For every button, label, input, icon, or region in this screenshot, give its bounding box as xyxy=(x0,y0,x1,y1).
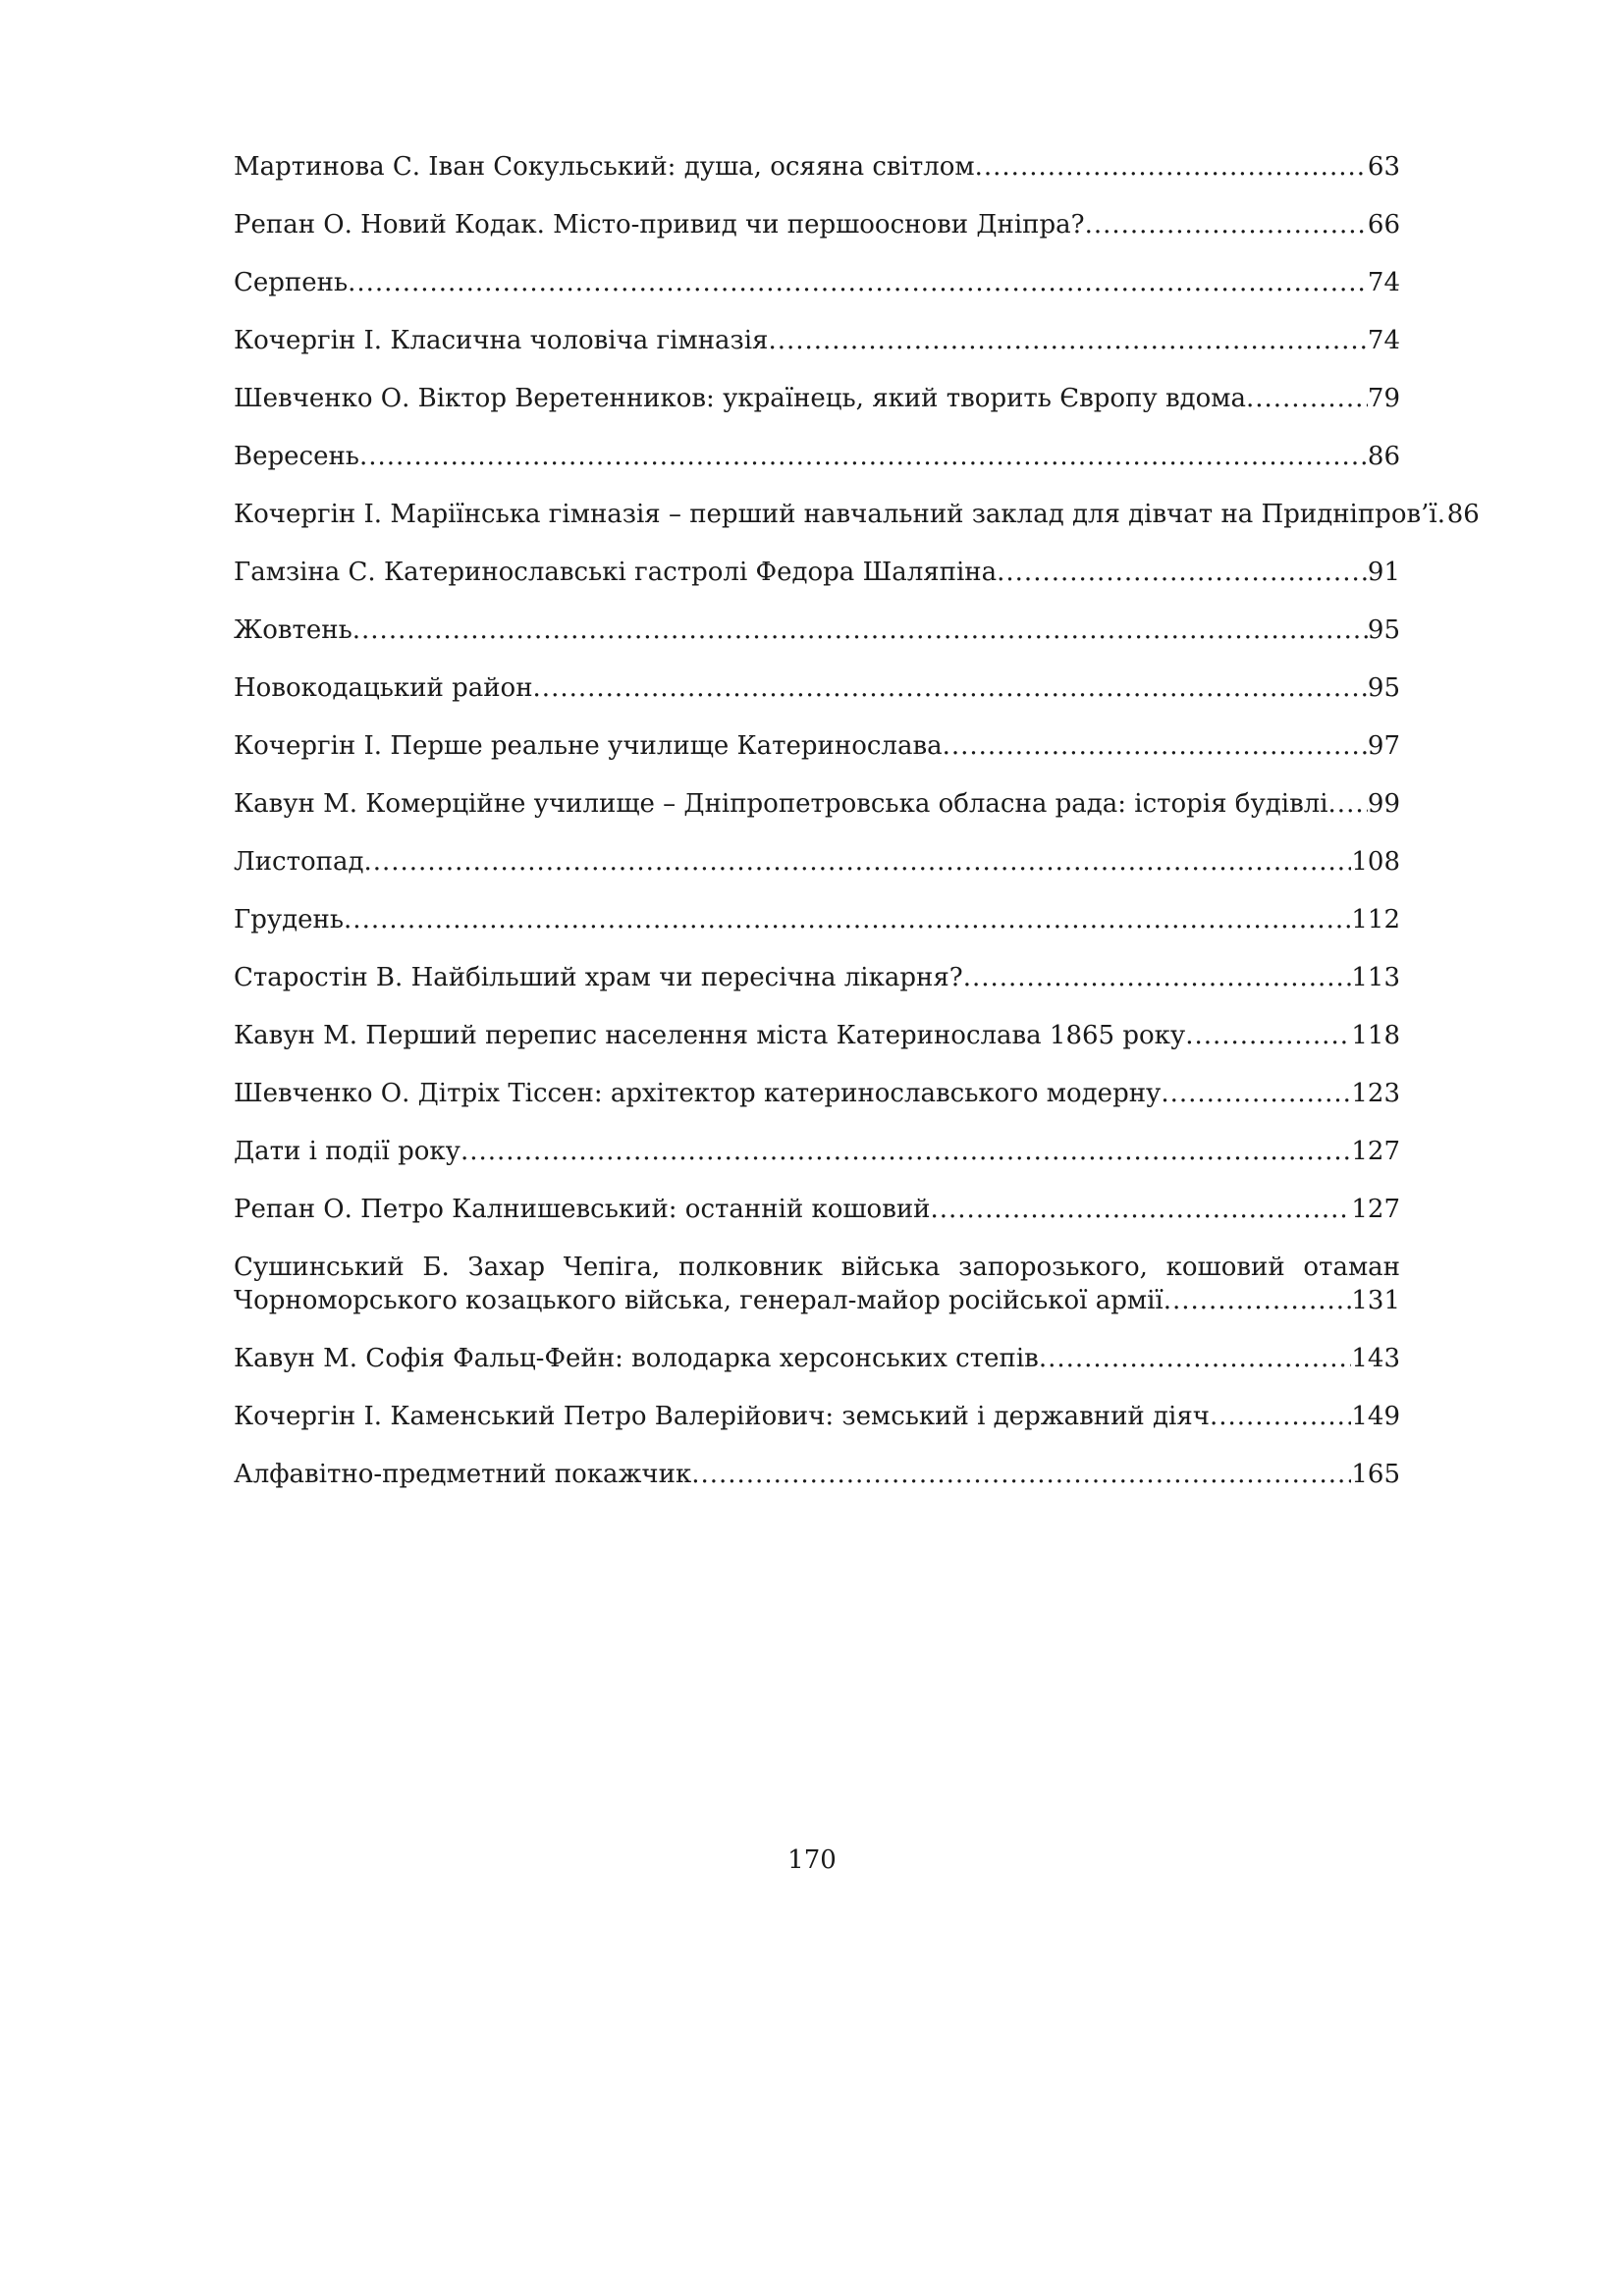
toc-entry-page: 108 xyxy=(1351,847,1400,877)
toc-entry-title: Кавун М. Перший перепис населення міста Катеринослава 1865 року xyxy=(234,1021,1186,1050)
toc-entry-page: 79 xyxy=(1367,384,1400,413)
toc-entry-page: 66 xyxy=(1367,210,1400,240)
toc-entry-title: Кочергін І. Каменський Петро Валерійович: земський і державний діяч xyxy=(234,1402,1210,1431)
toc-entry-title: Шевченко О. Віктор Веретенников: українець, який творить Європу вдома xyxy=(234,384,1246,413)
toc-entry[interactable] xyxy=(234,614,1400,647)
toc-entry[interactable] xyxy=(234,671,1400,705)
toc-entry-title: Кочергін І. Маріїнська гімназія – перший навчальний заклад для дівчат на Придніпров’ї xyxy=(234,500,1437,529)
toc-entry[interactable] xyxy=(234,729,1400,763)
dot-leader xyxy=(460,1135,1351,1168)
toc-entry-title-line1: Сушинський Б. Захар Чепіга, полковник війська запорозького, кошовий отаман xyxy=(234,1253,1400,1282)
dot-leader xyxy=(363,845,1351,879)
dot-leader xyxy=(997,556,1368,589)
toc-entry-page: 97 xyxy=(1367,731,1400,761)
dot-leader xyxy=(1085,208,1368,241)
toc-entry-line2 xyxy=(234,1284,1400,1317)
dot-leader xyxy=(1246,382,1368,415)
dot-leader xyxy=(344,903,1351,936)
dot-leader xyxy=(1210,1400,1351,1433)
toc-entry-title: Грудень xyxy=(234,905,345,934)
dot-leader xyxy=(963,961,1352,994)
toc-entry-page: 123 xyxy=(1351,1079,1400,1108)
toc-entry[interactable] xyxy=(234,1019,1400,1052)
toc-entry[interactable] xyxy=(234,1077,1400,1110)
toc-entry-title: Репан О. Новий Кодак. Місто-привид чи першооснови Дніпра? xyxy=(234,210,1085,240)
toc-entry-page: 127 xyxy=(1351,1137,1400,1166)
toc-entry[interactable] xyxy=(234,1342,1400,1375)
dot-leader xyxy=(768,324,1367,357)
toc-entry[interactable] xyxy=(234,150,1400,184)
toc-entry-title: Жовтень xyxy=(234,615,352,645)
toc-entry-page: 143 xyxy=(1351,1344,1400,1373)
toc-entry[interactable] xyxy=(234,1458,1400,1491)
toc-entry-multiline[interactable] xyxy=(234,1251,1400,1317)
dot-leader xyxy=(359,440,1368,473)
toc-entry-page: 131 xyxy=(1351,1286,1400,1315)
toc-entry-title: Листопад xyxy=(234,847,364,877)
toc-entry-title-line2: Чорноморського козацького війська, генерал-майор російської армії xyxy=(234,1286,1164,1315)
toc-entry-page: 113 xyxy=(1351,963,1400,992)
toc-entry-title: Шевченко О. Дітріх Тіссен: архітектор катеринославського модерну xyxy=(234,1079,1162,1108)
toc-entry-title: Мартинова С. Іван Сокульський: душа, осяяна світлом xyxy=(234,152,975,182)
dot-leader xyxy=(931,1193,1352,1226)
table-of-contents xyxy=(234,150,1480,1516)
toc-entry[interactable] xyxy=(234,556,1400,589)
toc-entry[interactable] xyxy=(234,1193,1400,1226)
toc-entry-title: Репан О. Петро Калнишевський: останній кошовий xyxy=(234,1195,931,1224)
toc-entry[interactable] xyxy=(234,903,1400,936)
toc-entry-title: Старостін В. Найбільший храм чи пересічна лікарня? xyxy=(234,963,963,992)
toc-entry-title: Алфавітно-предметний покажчик xyxy=(234,1460,692,1489)
toc-entry[interactable] xyxy=(234,498,1480,531)
page-number: 170 xyxy=(787,1845,837,1875)
toc-entry-page: 112 xyxy=(1351,905,1400,934)
toc-entry-page: 91 xyxy=(1367,558,1400,587)
toc-entry[interactable] xyxy=(234,208,1400,241)
dot-leader xyxy=(975,150,1368,184)
toc-entry-page: 95 xyxy=(1367,615,1400,645)
toc-entry-title: Дати і події року xyxy=(234,1137,460,1166)
toc-entry[interactable] xyxy=(234,324,1400,357)
toc-entry-page: 86 xyxy=(1367,442,1400,471)
dot-leader xyxy=(1164,1284,1352,1317)
toc-entry-page: 149 xyxy=(1351,1402,1400,1431)
toc-entry-page: 118 xyxy=(1351,1021,1400,1050)
toc-entry-page: 74 xyxy=(1367,326,1400,355)
toc-entry-title: Кавун М. Софія Фальц-Фейн: володарка херсонських степів xyxy=(234,1344,1039,1373)
toc-entry-title: Новокодацький район xyxy=(234,673,533,703)
toc-entry-title: Кочергін І. Перше реальне училище Катеринослава xyxy=(234,731,943,761)
dot-leader xyxy=(1437,498,1447,531)
dot-leader xyxy=(352,614,1368,647)
toc-entry-page: 99 xyxy=(1367,789,1400,819)
toc-entry-title: Кочергін І. Класична чоловіча гімназія xyxy=(234,326,769,355)
toc-entry[interactable] xyxy=(234,961,1400,994)
toc-entry-page: 74 xyxy=(1367,268,1400,297)
toc-entry-page: 165 xyxy=(1351,1460,1400,1489)
toc-entry-title: Гамзіна С. Катеринославські гастролі Федора Шаляпіна xyxy=(234,558,998,587)
dot-leader xyxy=(533,671,1368,705)
dot-leader xyxy=(348,266,1368,299)
toc-entry-title: Серпень xyxy=(234,268,349,297)
toc-entry-page: 127 xyxy=(1351,1195,1400,1224)
toc-entry-title: Кавун М. Комерційне училище – Дніпропетровська обласна рада: історія будівлі xyxy=(234,789,1328,819)
dot-leader xyxy=(1185,1019,1351,1052)
dot-leader xyxy=(691,1458,1351,1491)
toc-entry[interactable] xyxy=(234,787,1400,821)
toc-entry[interactable] xyxy=(234,440,1400,473)
toc-entry[interactable] xyxy=(234,266,1400,299)
dot-leader xyxy=(943,729,1368,763)
toc-entry[interactable] xyxy=(234,845,1400,879)
toc-entry-page: 95 xyxy=(1367,673,1400,703)
toc-entry-title: Вересень xyxy=(234,442,359,471)
toc-entry[interactable] xyxy=(234,382,1400,415)
dot-leader xyxy=(1328,787,1368,821)
toc-entry-page: 63 xyxy=(1367,152,1400,182)
toc-entry[interactable] xyxy=(234,1135,1400,1168)
toc-entry[interactable] xyxy=(234,1400,1400,1433)
dot-leader xyxy=(1039,1342,1352,1375)
toc-entry-page: 86 xyxy=(1446,500,1480,529)
dot-leader xyxy=(1161,1077,1351,1110)
